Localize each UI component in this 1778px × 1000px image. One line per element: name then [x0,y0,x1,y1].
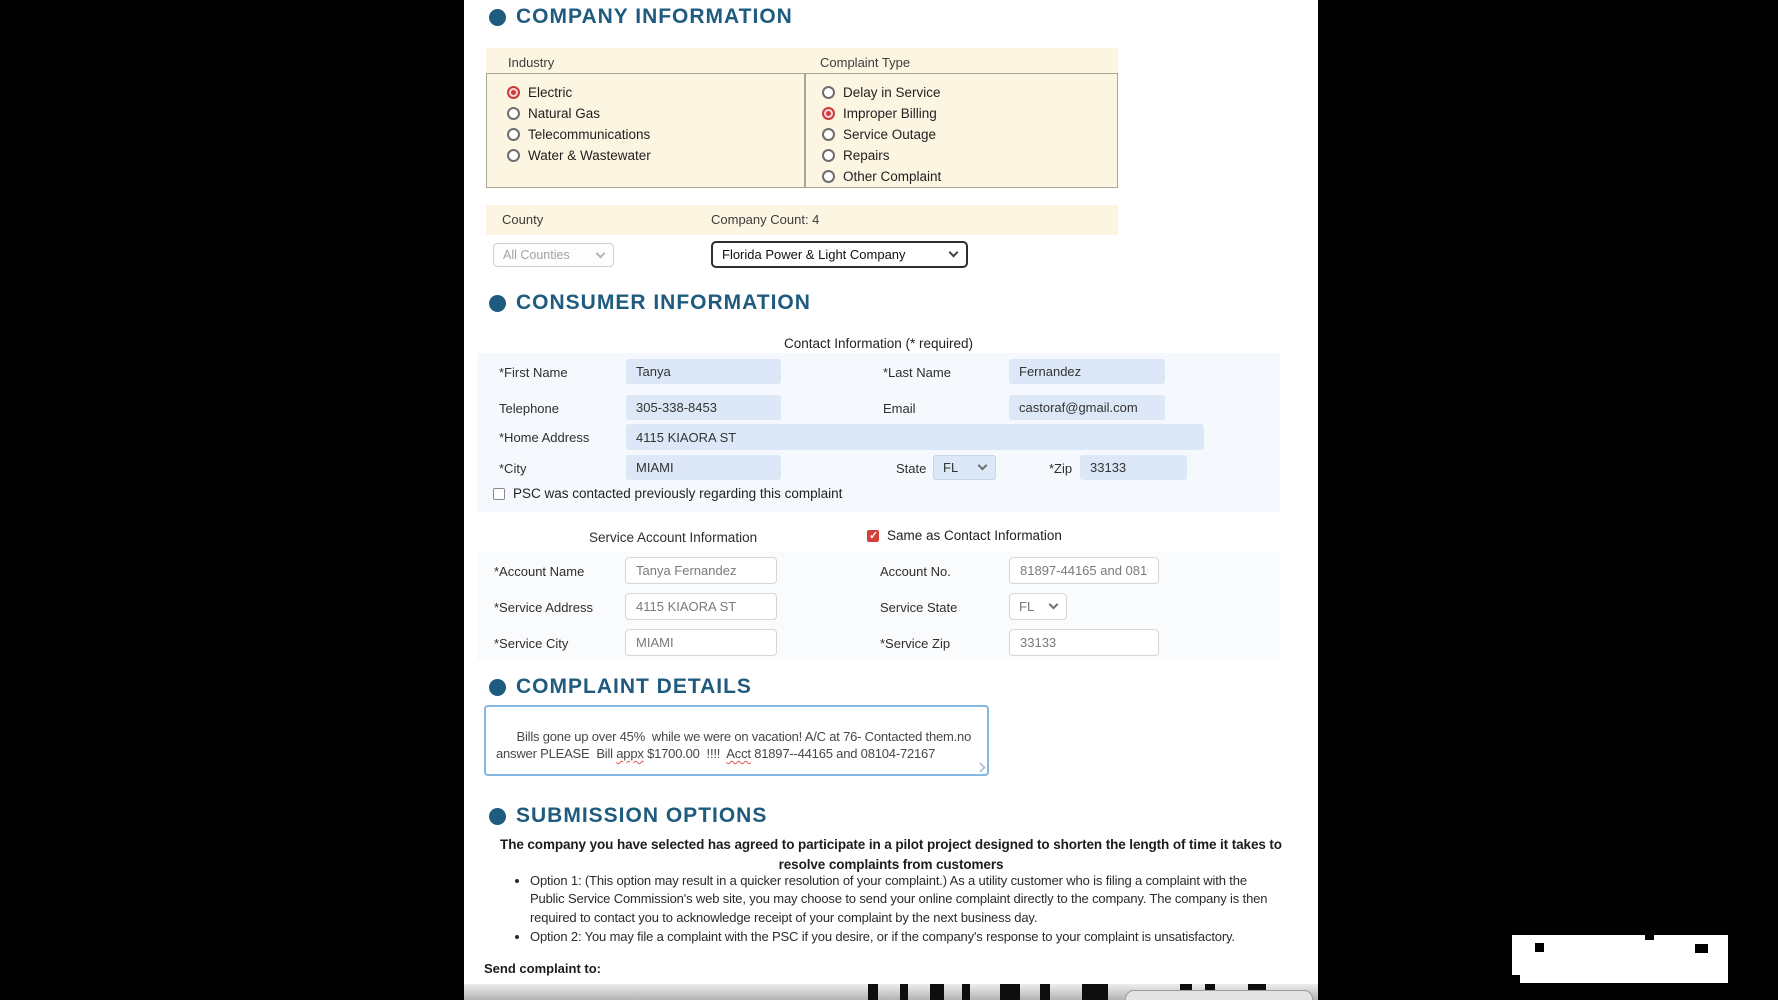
last-name-label: *Last Name [883,365,951,380]
industry-radio-group [486,73,805,188]
county-band [486,205,1118,235]
bill-photo-strip [464,984,1318,1000]
radio-option-natural-gas[interactable] [507,103,804,124]
industry-group-label: Industry [508,55,555,70]
county-select-value: All Counties [503,248,570,262]
service-city-label: *Service City [494,636,569,651]
email-input[interactable] [1009,395,1165,420]
service-zip-label: *Service Zip [880,636,951,651]
submission-options-heading [489,804,767,828]
complaint-details-textarea[interactable] [484,705,989,776]
telephone-input[interactable] [626,395,781,420]
radio-selected-icon [822,107,835,120]
company-information-heading [489,5,793,29]
contact-information-header: Contact Information (* required) [783,336,974,351]
redacted-watermark [1512,935,1728,983]
zip-input[interactable] [1080,455,1187,480]
industry-complaint-panel [486,48,1118,188]
account-name-input[interactable] [625,557,777,584]
watermark-mark [1695,944,1708,953]
psc-contacted-label: PSC was contacted previously regarding this complaint [513,486,843,501]
section-title: COMPLAINT DETAILS [516,675,752,698]
radio-label: Repairs [843,148,890,163]
submission-options-list [516,872,1282,948]
section-title: SUBMISSION OPTIONS [516,804,768,827]
radio-icon [822,86,835,99]
first-name-input[interactable] [626,359,781,384]
radio-option-water-wastewater[interactable] [507,145,804,166]
first-name-label: *First Name [499,365,568,380]
radio-label: Service Outage [843,127,937,142]
radio-icon [822,149,835,162]
chevron-down-icon [949,248,959,258]
photo-artifact [1125,990,1313,1000]
radio-icon [822,170,835,183]
radio-option-telecommunications[interactable] [507,124,804,145]
option-2-text: • Option 2: You may file a complaint with the PSC if you desire, or if the company's response to your complaint is unsatisfactory. [530,928,1282,946]
misspelled-word: appx [616,745,644,761]
home-address-label: *Home Address [499,430,590,445]
section-dot-icon [489,679,506,696]
state-select-value: FL [943,460,959,475]
contact-information-panel [477,353,1280,512]
state-select[interactable] [933,455,996,480]
complaint-text: 81897--44165 and 08104-72167 [750,745,936,761]
psc-contacted-checkbox-row[interactable] [493,486,842,501]
service-account-header: Service Account Information [589,530,758,545]
radio-label: Improper Billing [843,106,937,121]
checkbox-icon [493,488,505,500]
last-name-input[interactable] [1009,359,1165,384]
watermark-mark [1645,935,1654,940]
section-dot-icon [489,295,506,312]
state-label: State [896,461,927,476]
service-state-value: FL [1019,599,1035,614]
radio-label: Electric [528,85,573,100]
radio-option-improper-billing[interactable] [822,103,1117,124]
checkbox-checked-icon [867,530,879,542]
section-dot-icon [489,9,506,26]
radio-label: Delay in Service [843,85,941,100]
same-as-contact-label: Same as Contact Information [887,528,1062,543]
radio-label: Natural Gas [528,106,601,121]
complaint-text: Bills gone up over 45% while we were on vacation! A/C at 76- Contacted them.no answer PLEASE Bill [496,728,975,761]
service-address-label: *Service Address [494,600,593,615]
photo-artifact [930,984,944,1000]
section-title: COMPANY INFORMATION [516,5,793,28]
section-dot-icon [489,808,506,825]
radio-label: Water & Wastewater [528,148,651,163]
service-state-select[interactable] [1009,593,1067,620]
chevron-down-icon [596,248,606,258]
photo-artifact [962,984,970,1000]
section-title: CONSUMER INFORMATION [516,291,811,314]
service-zip-input[interactable] [1009,629,1159,656]
zip-label: *Zip [1049,461,1073,476]
radio-option-electric[interactable] [507,82,804,103]
photo-artifact [1040,984,1050,1000]
city-label: *City [499,461,527,476]
radio-option-other-complaint[interactable] [822,166,1117,187]
resize-handle-icon[interactable] [975,762,985,772]
consumer-information-heading [489,291,811,315]
account-no-input[interactable] [1009,557,1159,584]
county-label: County [502,212,544,227]
radio-option-repairs[interactable] [822,145,1117,166]
radio-icon [507,107,520,120]
complaint-details-heading [489,675,752,699]
radio-icon [507,128,520,141]
radio-selected-icon [507,86,520,99]
radio-icon [822,128,835,141]
company-count-label: Company Count: 4 [711,212,820,227]
photo-artifact [1082,984,1108,1000]
company-select-value: Florida Power & Light Company [722,247,906,262]
account-name-label: *Account Name [494,564,585,579]
complaint-type-radio-group [805,73,1118,188]
complaint-type-group-label: Complaint Type [820,55,911,70]
account-no-label: Account No. [880,564,951,579]
complaint-form-page [464,0,1318,1000]
company-select[interactable] [711,241,968,268]
option-1-text: • Option 1: (This option may result in a quicker resolution of your complaint.) As a utility customer who is filing a complaint with the Public Service Commission's web site, you may choose to send your online complaint directly to the company. The company is then required to contact you to acknowledge receipt of your complaint by the next business day. [530,872,1282,927]
service-city-input[interactable] [625,629,777,656]
send-complaint-to-label: Send complaint to: [484,961,601,976]
city-input[interactable] [626,455,781,480]
radio-option-delay-in-service[interactable] [822,82,1117,103]
radio-label: Telecommunications [528,127,651,142]
service-state-label: Service State [880,600,958,615]
photo-artifact [1000,984,1020,1000]
watermark-mark [1512,975,1520,983]
complaint-text: $1700.00 !!!! [643,745,727,761]
radio-option-service-outage[interactable] [822,124,1117,145]
same-as-contact-checkbox-row[interactable] [867,528,1062,543]
email-label: Email [883,401,916,416]
misspelled-word: Acct [726,745,751,761]
photo-artifact [868,984,878,1000]
radio-icon [507,149,520,162]
county-select[interactable] [493,243,614,267]
pilot-project-intro: The company you have selected has agreed to participate in a pilot project designed to shorten the length of time it takes to resolve complaints from customers [500,837,1282,872]
service-address-input[interactable] [625,593,777,620]
telephone-label: Telephone [499,401,559,416]
watermark-mark [1535,943,1544,952]
home-address-input[interactable] [626,424,1204,450]
service-account-panel [477,552,1280,660]
chevron-down-icon [978,461,988,471]
chevron-down-icon [1049,600,1059,610]
photo-artifact [900,984,908,1000]
radio-label: Other Complaint [843,169,942,184]
